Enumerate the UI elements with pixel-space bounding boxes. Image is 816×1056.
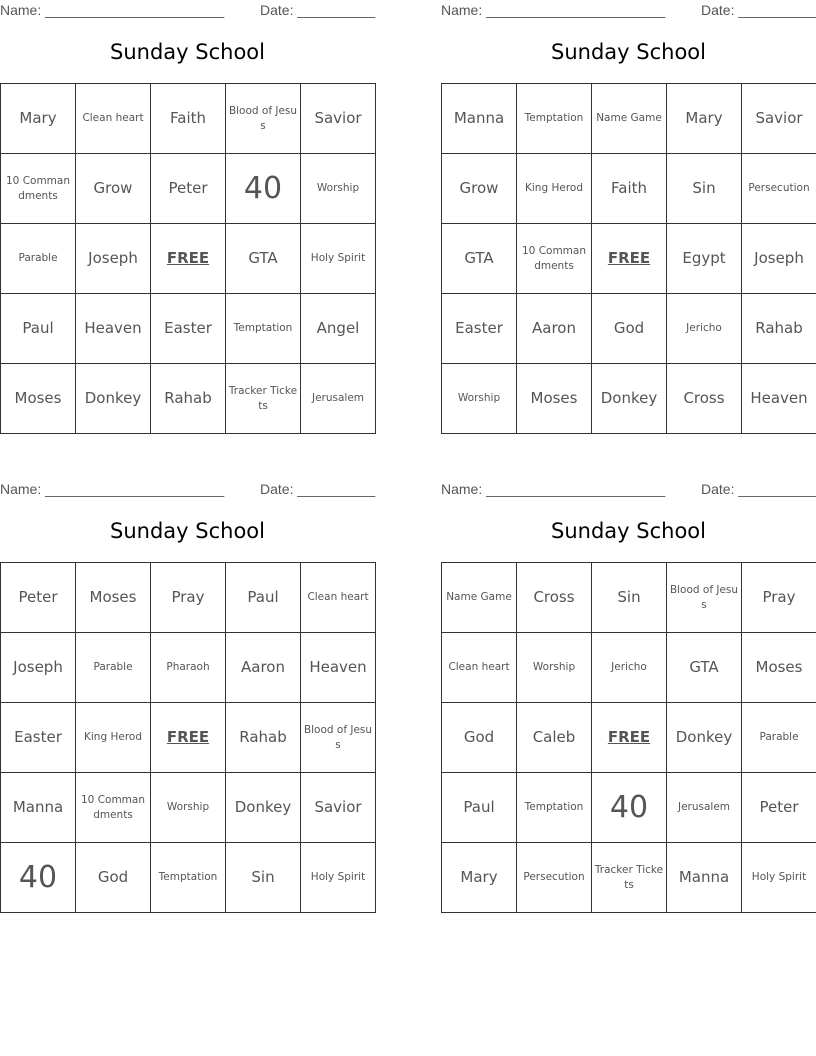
bingo-cell: Easter: [442, 294, 517, 364]
bingo-cell: Jerusalem: [667, 773, 742, 843]
bingo-cell: Joseph: [742, 224, 816, 294]
bingo-cell: Angel: [301, 294, 376, 364]
bingo-cell: Cross: [517, 563, 592, 633]
bingo-cell: Mary: [1, 84, 76, 154]
bingo-cell: Tracker Tickets: [226, 364, 301, 434]
bingo-cell: 10 Commandments: [76, 773, 151, 843]
bingo-row: [1, 364, 376, 434]
bingo-cell: GTA: [442, 224, 517, 294]
bingo-cell: Temptation: [517, 84, 592, 154]
bingo-row: [1, 563, 376, 633]
bingo-row: [442, 773, 816, 843]
free-space: FREE: [151, 224, 226, 294]
bingo-cell: Pray: [151, 563, 226, 633]
bingo-cell: Jericho: [592, 633, 667, 703]
bingo-grid: [441, 83, 816, 434]
bingo-cell: Name Game: [442, 563, 517, 633]
bingo-cell: Egypt: [667, 224, 742, 294]
bingo-cell: Moses: [76, 563, 151, 633]
bingo-cell: Clean heart: [301, 563, 376, 633]
bingo-cell: Sin: [226, 843, 301, 913]
bingo-cell: 40: [592, 773, 667, 843]
bingo-cell: Blood of Jesus: [667, 563, 742, 633]
bingo-cell: Donkey: [76, 364, 151, 434]
bingo-row: [1, 843, 376, 913]
bingo-cell: Parable: [76, 633, 151, 703]
bingo-cell: Aaron: [517, 294, 592, 364]
bingo-cell: Manna: [1, 773, 76, 843]
bingo-cell: Savior: [301, 773, 376, 843]
bingo-cell: Rahab: [742, 294, 816, 364]
bingo-cell: Rahab: [226, 703, 301, 773]
bingo-cell: Easter: [1, 703, 76, 773]
bingo-cell: Grow: [442, 154, 517, 224]
bingo-cell: Manna: [667, 843, 742, 913]
bingo-cell: Clean heart: [442, 633, 517, 703]
card-title: Sunday School: [110, 40, 265, 64]
bingo-cell: King Herod: [76, 703, 151, 773]
bingo-card: [441, 479, 816, 919]
bingo-row: [442, 294, 816, 364]
bingo-cell: Parable: [1, 224, 76, 294]
free-space: FREE: [592, 703, 667, 773]
bingo-cell: Pray: [742, 563, 816, 633]
bingo-cell: Peter: [1, 563, 76, 633]
bingo-cell: Moses: [742, 633, 816, 703]
date-field-label: Date: __________: [701, 481, 816, 497]
bingo-cell: Tracker Tickets: [592, 843, 667, 913]
bingo-cell: Temptation: [226, 294, 301, 364]
bingo-grid: [0, 562, 376, 913]
bingo-row: [442, 84, 816, 154]
bingo-cell: Worship: [151, 773, 226, 843]
bingo-grid: [0, 83, 376, 434]
bingo-cell: Manna: [442, 84, 517, 154]
bingo-cell: Paul: [226, 563, 301, 633]
bingo-cell: Pharaoh: [151, 633, 226, 703]
bingo-cell: God: [76, 843, 151, 913]
bingo-cell: Aaron: [226, 633, 301, 703]
bingo-cell: Moses: [1, 364, 76, 434]
bingo-cell: Grow: [76, 154, 151, 224]
bingo-row: [442, 633, 816, 703]
bingo-cell: Holy Spirit: [742, 843, 816, 913]
bingo-cell: Temptation: [151, 843, 226, 913]
bingo-cell: Joseph: [76, 224, 151, 294]
bingo-cell: God: [592, 294, 667, 364]
bingo-cell: Blood of Jesus: [301, 703, 376, 773]
free-space: FREE: [151, 703, 226, 773]
bingo-cell: Cross: [667, 364, 742, 434]
bingo-cell: King Herod: [517, 154, 592, 224]
name-field-label: Name: _______________________: [0, 481, 225, 497]
name-field-label: Name: _______________________: [0, 2, 225, 18]
name-date-row: [441, 481, 816, 499]
bingo-cell: Temptation: [517, 773, 592, 843]
bingo-cell: Worship: [301, 154, 376, 224]
bingo-cell: 10 Commandments: [517, 224, 592, 294]
bingo-cell: Persecution: [742, 154, 816, 224]
bingo-cell: Heaven: [76, 294, 151, 364]
bingo-row: [442, 843, 816, 913]
bingo-cell: Easter: [151, 294, 226, 364]
bingo-cell: Caleb: [517, 703, 592, 773]
bingo-cell: Peter: [151, 154, 226, 224]
bingo-cell: Rahab: [151, 364, 226, 434]
date-field-label: Date: __________: [260, 2, 376, 18]
bingo-cell: Clean heart: [76, 84, 151, 154]
name-date-row: [0, 481, 375, 499]
bingo-cell: Faith: [592, 154, 667, 224]
bingo-row: [1, 84, 376, 154]
bingo-cell: Holy Spirit: [301, 843, 376, 913]
bingo-cell: Peter: [742, 773, 816, 843]
bingo-card: [441, 0, 816, 440]
bingo-cell: 10 Commandments: [1, 154, 76, 224]
bingo-card: [0, 0, 375, 440]
bingo-cell: Donkey: [592, 364, 667, 434]
bingo-cell: Savior: [301, 84, 376, 154]
bingo-row: [1, 703, 376, 773]
bingo-cell: Moses: [517, 364, 592, 434]
name-date-row: [0, 2, 375, 20]
card-title: Sunday School: [551, 40, 706, 64]
bingo-cell: God: [442, 703, 517, 773]
bingo-cell: Faith: [151, 84, 226, 154]
bingo-cell: Holy Spirit: [301, 224, 376, 294]
bingo-row: [1, 224, 376, 294]
bingo-cell: Heaven: [742, 364, 816, 434]
bingo-cell: Blood of Jesus: [226, 84, 301, 154]
bingo-row: [1, 773, 376, 843]
bingo-cell: Mary: [667, 84, 742, 154]
bingo-cell: 40: [226, 154, 301, 224]
bingo-cell: Heaven: [301, 633, 376, 703]
date-field-label: Date: __________: [701, 2, 816, 18]
bingo-row: [1, 633, 376, 703]
bingo-row: [442, 364, 816, 434]
bingo-cell: Parable: [742, 703, 816, 773]
bingo-row: [1, 154, 376, 224]
bingo-cell: Mary: [442, 843, 517, 913]
free-space: FREE: [592, 224, 667, 294]
date-field-label: Date: __________: [260, 481, 376, 497]
bingo-cell: Paul: [1, 294, 76, 364]
bingo-cell: Joseph: [1, 633, 76, 703]
bingo-cell: Donkey: [226, 773, 301, 843]
bingo-cell: Savior: [742, 84, 816, 154]
bingo-cell: Sin: [667, 154, 742, 224]
bingo-cell: Jerusalem: [301, 364, 376, 434]
bingo-cell: Jericho: [667, 294, 742, 364]
name-field-label: Name: _______________________: [441, 481, 666, 497]
bingo-grid: [441, 562, 816, 913]
bingo-row: [442, 563, 816, 633]
bingo-cell: 40: [1, 843, 76, 913]
bingo-cell: Name Game: [592, 84, 667, 154]
bingo-cell: Paul: [442, 773, 517, 843]
bingo-cell: Donkey: [667, 703, 742, 773]
card-title: Sunday School: [551, 519, 706, 543]
bingo-cell: GTA: [226, 224, 301, 294]
name-date-row: [441, 2, 816, 20]
bingo-row: [442, 154, 816, 224]
card-title: Sunday School: [110, 519, 265, 543]
name-field-label: Name: _______________________: [441, 2, 666, 18]
bingo-cell: Persecution: [517, 843, 592, 913]
bingo-cell: GTA: [667, 633, 742, 703]
bingo-card: [0, 479, 375, 919]
bingo-cell: Worship: [442, 364, 517, 434]
bingo-row: [1, 294, 376, 364]
bingo-row: [442, 224, 816, 294]
bingo-cell: Sin: [592, 563, 667, 633]
bingo-row: [442, 703, 816, 773]
bingo-cell: Worship: [517, 633, 592, 703]
